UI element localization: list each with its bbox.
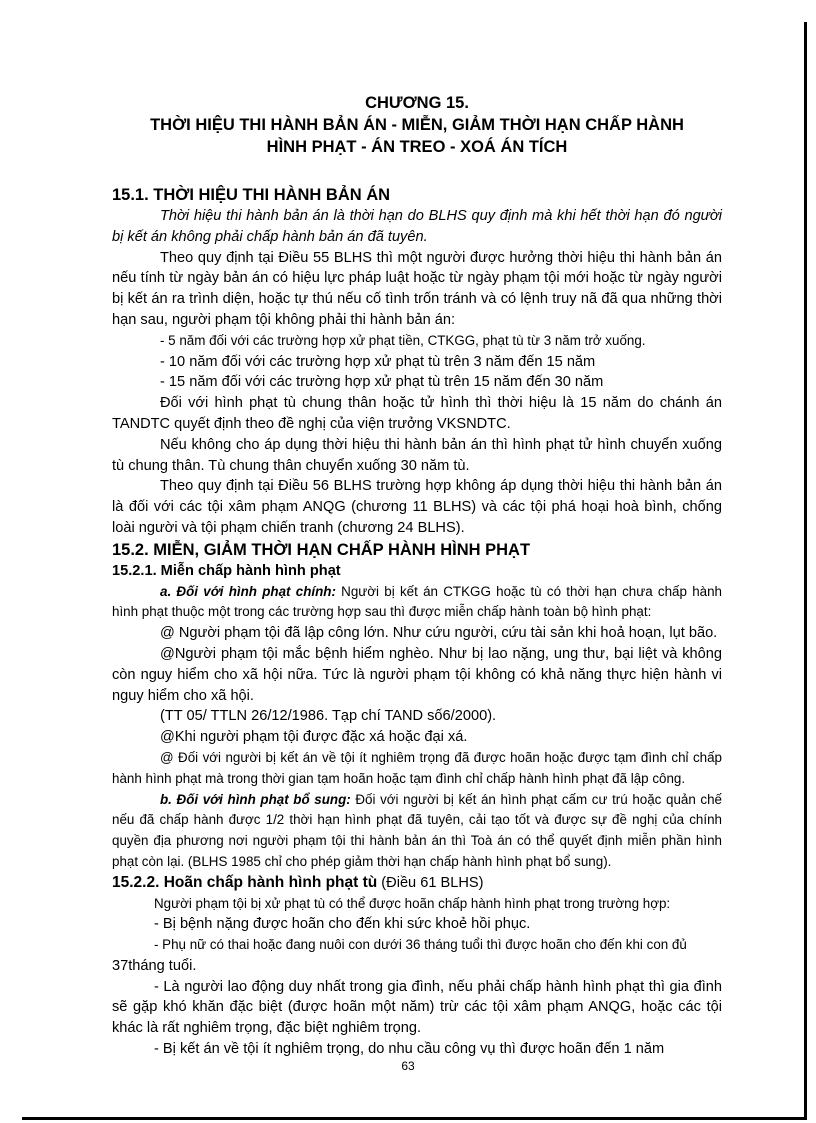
section-heading-15-1: 15.1. THỜI HIỆU THI HÀNH BẢN ÁN [112,186,391,204]
item-amnesty: @Khi người phạm tội được đặc xá hoặc đại xá. [160,729,468,746]
page-number: 63 [401,1059,415,1073]
paragraph-death-penalty: Nếu không cho áp dụng thời hiệu thi hành bản án thì hình phạt tử hình chuyển xuống tù chung thân. Tù chung thân chuyển xuống 30 năm tù. [112,436,722,474]
label-main-penalty: a. Đối với hình phạt chính: [160,583,336,599]
page-content [112,92,722,1060]
reference-citation: (TT 05/ TTLN 26/12/1986. Tạp chí TAND số6/2000). [160,708,497,725]
label-additional-penalty: b. Đối với hình phạt bổ sung: [160,791,351,807]
subsection-heading-15-2-1: 15.2.1. Miễn chấp hành hình phạt [112,562,341,579]
paragraph-postponement-intro: Người phạm tội bị xử phạt tù có thể được hoãn chấp hành hình phạt trong trường hợp: [154,895,671,911]
bullet-10-years: - 10 năm đối với các trường hợp xử phạt tù trên 3 năm đến 15 năm [160,353,596,370]
case-sole-worker: - Là người lao động duy nhất trong gia đình, nếu phải chấp hành hình phạt thì gia đình sẽ gặp khó khăn đặc biệt (được hoãn một năm) trừ các tội xâm phạm ANQG, hoặc các tội khác là rất nghiêm trọng, đặc biệt nghiêm trọng. [112,978,722,1037]
paragraph-life-sentence: Đối với hình phạt tù chung thân hoặc tử hình thì thời hiệu là 15 năm do chánh án TANDTC quyết định theo đề nghị của viện trưởng VKSNDTC. [112,395,722,432]
paragraph-main-penalty [112,582,722,624]
subsection-heading-15-2-2-article: (Điều 61 BLHS) [377,874,484,891]
paragraph-article-55: Theo quy định tại Điều 55 BLHS thì một người được hưởng thời hiệu thi hành bản án nếu tính từ ngày bản án có hiệu lực pháp luật hoặc từ ngày phạm tội mới hoặc từ ngày người bị kết án ra trình diện, hoặc tự thú nếu cố tình trốn tránh và có lệnh truy nã đã qua những thời hạn sau, người phạm tội không phải thi hành bản án: [112,249,722,328]
case-pregnant: - Phụ nữ có thai hoặc đang nuôi con dưới 36 tháng tuổi thì được hoãn cho đến khi con đủ [154,937,687,953]
case-serious-illness: - Bị bệnh nặng được hoãn cho đến khi sức khoẻ hồi phục. [154,916,531,933]
item-great-merit: @ Người phạm tội đã lập công lớn. Như cứu người, cứu tài sản khi hoả hoạn, lụt bão. [160,625,718,642]
subsection-heading-15-2-2 [112,873,722,894]
chapter-title-line2: HÌNH PHẠT - ÁN TREO - XOÁ ÁN TÍCH [266,138,568,156]
section-heading-15-2: 15.2. MIỄN, GIẢM THỜI HẠN CHẤP HÀNH HÌNH PHẠT [112,540,531,559]
text-additional-penalty: Đối với người bị kết án hình phạt cấm cư trú hoặc quản chế nếu đã chấp hành được 1/2 thời hạn hình phạt đã tuyên, cải tạo tốt và được sự đề nghị của chính quyền địa phương nơi người phạm tội thi hành bản án thì Toà án có thể quyết định miễn phần hình phạt còn lại. (BLHS 1985 chỉ cho phép giảm thời hạn chấp hành hình phạt bổ sung). [112,791,723,869]
paragraph-additional-penalty [112,790,722,873]
case-pregnant-continued: 37tháng tuổi. [112,957,197,974]
bullet-5-years: - 5 năm đối với các trường hợp xử phạt tiền, CTKGG, phạt tù từ 3 năm trở xuống. [160,332,646,348]
item-suspended-merit: @ Đối với người bị kết án về tội ít nghiêm trọng đã được hoãn hoặc được tạm đình chỉ chấp hành hình phạt mà trong thời gian tạm hoãn hoặc tạm đình chỉ chấp hành hình phạt đã lập công. [112,749,722,786]
page-shadow-right [804,22,807,1120]
bullet-15-years: - 15 năm đối với các trường hợp xử phạt tù trên 15 năm đến 30 năm [160,374,604,391]
text-main-penalty: Người bị kết án CTKGG hoặc tù có thời hạn chưa chấp hành hình phạt thuộc một trong các trường hợp sau thì được miễn chấp hành toàn bộ hình phạt: [112,583,722,620]
chapter-number: CHƯƠNG 15. [365,94,469,112]
definition-paragraph: Thời hiệu thi hành bản án là thời hạn do BLHS quy định mà khi hết thời hạn đó người bị kết án không phải chấp hành bản án đã tuyên. [112,208,722,245]
item-serious-illness: @Người phạm tội mắc bệnh hiểm nghèo. Như bị lao nặng, ung thư, bại liệt và không còn nguy hiểm cho xã hội nữa. Tức là người phạm tội không có khả năng thực hiện hành vi nguy hiểm cho xã hội. [112,645,722,704]
page-shadow-bottom [22,1117,807,1120]
chapter-title-line1: THỜI HIỆU THI HÀNH BẢN ÁN - MIỄN, GIẢM THỜI HẠN CHẤP HÀNH [150,116,684,134]
subsection-heading-15-2-2-title: 15.2.2. Hoãn chấp hành hình phạt tù [112,873,378,891]
case-public-duty: - Bị kết án về tội ít nghiêm trọng, do nhu cầu công vụ thì được hoãn đến 1 năm [154,1041,665,1058]
paragraph-article-56: Theo quy định tại Điều 56 BLHS trường hợp không áp dụng thời hiệu thi hành bản án là đối với các tội xâm phạm ANQG (chương 11 BLHS) và các tội phá hoại hoà bình, chống loài người và tội phạm chiến tranh (chương 24 BLHS). [112,478,722,536]
